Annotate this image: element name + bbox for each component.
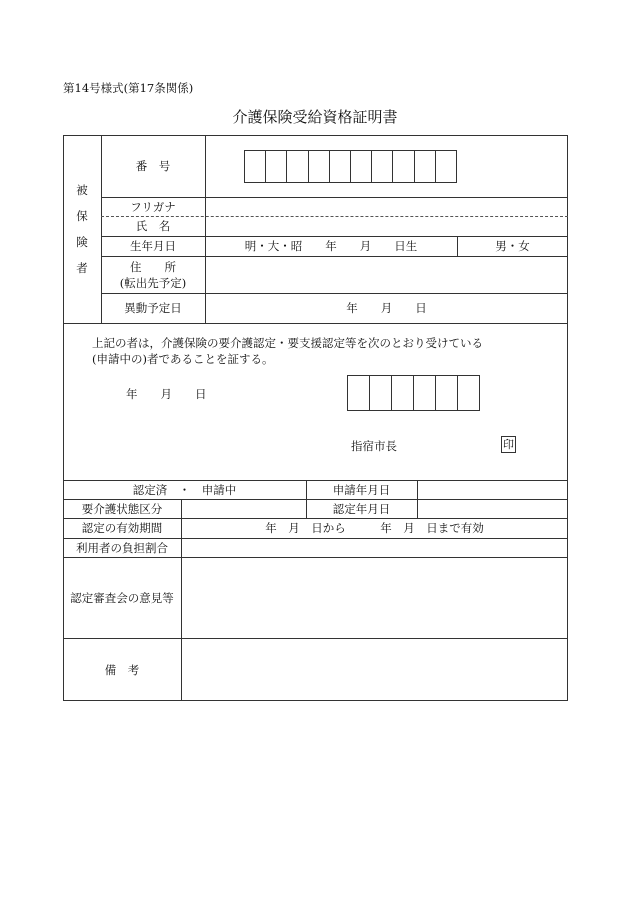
number-digit-box[interactable]	[245, 151, 266, 182]
address-field[interactable]	[205, 256, 568, 293]
code-digit-box[interactable]	[458, 376, 479, 410]
application-date-field[interactable]	[417, 480, 568, 499]
number-digit-box[interactable]	[393, 151, 414, 182]
number-digit-box[interactable]	[415, 151, 436, 182]
name-label: 氏 名	[135, 219, 171, 233]
validity-period-label: 認定の有効期間	[81, 521, 163, 535]
number-digit-box[interactable]	[351, 151, 372, 182]
number-digit-box[interactable]	[287, 151, 308, 182]
move-date-label: 異動予定日	[124, 301, 182, 315]
address-label	[101, 256, 205, 293]
validity-period-value[interactable]: 年 月 日から 年 月 日まで有効	[265, 521, 484, 535]
code-digit-box[interactable]	[348, 376, 370, 410]
statement-line1: 上記の者は，介護保険の要介護認定・要支援認定等を次のとおり受けている	[92, 336, 483, 350]
birthdate-value[interactable]: 明・大・昭 年 月 日生	[244, 239, 418, 253]
issuer-code-boxes	[347, 375, 480, 411]
seal-stamp: 印	[503, 438, 514, 451]
certification-date-field[interactable]	[417, 499, 568, 518]
burden-ratio-field[interactable]	[181, 538, 568, 557]
burden-ratio-label: 利用者の負担割合	[76, 540, 168, 555]
statement-line2: (申請中の)者であることを証する。	[92, 352, 274, 366]
committee-opinion-field[interactable]	[181, 557, 568, 638]
certification-date-label: 認定年月日	[332, 501, 391, 516]
number-digit-box[interactable]	[330, 151, 351, 182]
care-level-label: 要介護状態区分	[81, 501, 163, 516]
vertical-char: 保	[76, 209, 88, 223]
furigana-field[interactable]	[205, 197, 568, 216]
insured-number-boxes	[244, 150, 457, 183]
committee-opinion-label: 認定審査会の意見等	[70, 590, 174, 605]
number-digit-box[interactable]	[372, 151, 393, 182]
name-field[interactable]	[205, 216, 568, 236]
application-date-label: 申請年月日	[332, 482, 391, 497]
address-label-line2: (転出先予定)	[119, 275, 187, 290]
gender-value[interactable]: 男・女	[495, 239, 530, 253]
statement-date[interactable]: 年 月 日	[126, 387, 207, 401]
move-date-value[interactable]: 年 月 日	[346, 301, 427, 315]
issuer-name: 指宿市長	[351, 439, 397, 453]
code-digit-box[interactable]	[392, 376, 414, 410]
insured-person-vertical-label	[63, 135, 101, 323]
certification-status[interactable]: 認定済 ・ 申請中	[132, 482, 237, 497]
care-level-field[interactable]	[181, 499, 306, 518]
vertical-char: 被	[76, 183, 88, 197]
code-digit-box[interactable]	[370, 376, 392, 410]
birthdate-label: 生年月日	[130, 239, 176, 253]
insured-number-label: 番 号	[135, 159, 171, 173]
vertical-char: 者	[76, 261, 88, 275]
address-label-line1: 住 所	[130, 259, 176, 274]
document-title: 介護保険受給資格証明書	[232, 108, 398, 126]
number-digit-box[interactable]	[266, 151, 287, 182]
code-digit-box[interactable]	[414, 376, 436, 410]
number-digit-box[interactable]	[436, 151, 456, 182]
remarks-field[interactable]	[181, 638, 568, 701]
form-number: 第14号様式(第17条関係)	[63, 81, 194, 95]
code-digit-box[interactable]	[436, 376, 458, 410]
remarks-label: 備 考	[104, 662, 140, 677]
furigana-label: フリガナ	[130, 199, 176, 214]
vertical-char: 険	[76, 235, 88, 249]
number-digit-box[interactable]	[309, 151, 330, 182]
